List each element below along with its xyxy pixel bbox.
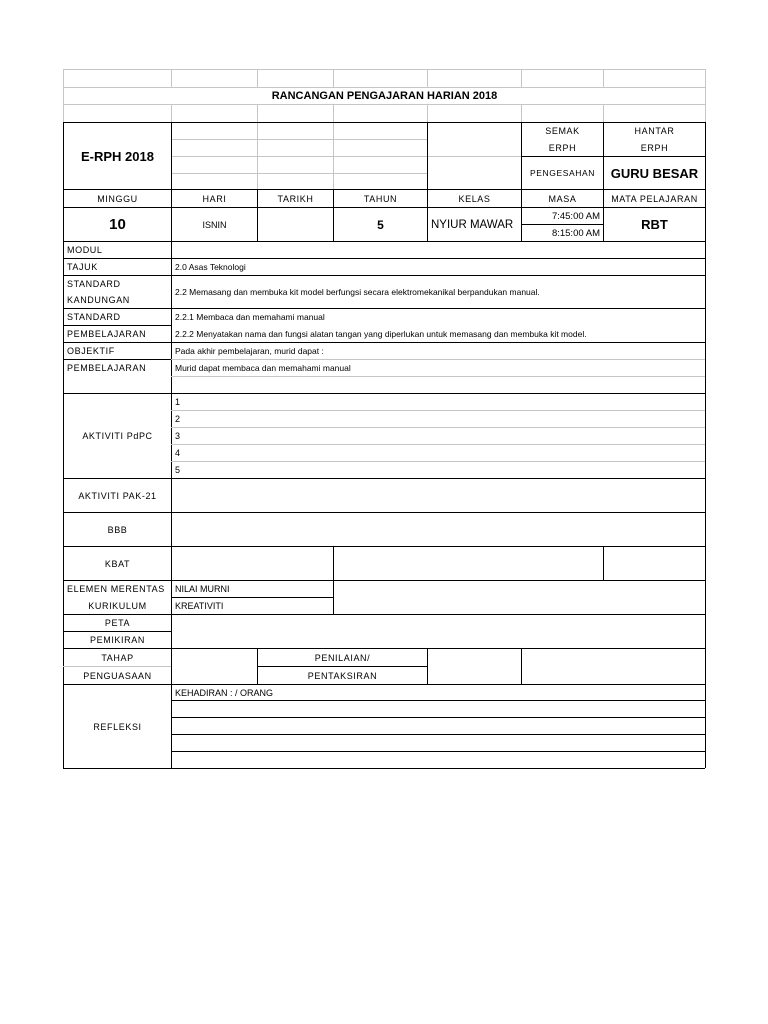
col-mata-pelajaran: MATA PELAJARAN xyxy=(611,193,698,204)
grid-line xyxy=(257,122,258,189)
grid-line xyxy=(171,139,427,140)
grid-line xyxy=(521,648,522,684)
grid-line xyxy=(333,580,334,614)
label-elemen-merentas: ELEMEN MERENTAS xyxy=(67,584,165,594)
grid-line xyxy=(705,69,706,122)
grid-line xyxy=(603,69,604,87)
grid-line xyxy=(171,69,172,87)
value-hari: ISNIN xyxy=(202,219,227,230)
value-mata-pelajaran: RBT xyxy=(641,217,668,232)
grid-line xyxy=(521,104,522,122)
content-aktiviti-1: 1 xyxy=(175,397,181,407)
grid-line xyxy=(171,734,705,735)
page-title: RANCANGAN PENGAJARAN HARIAN 2018 xyxy=(271,90,498,102)
grid-line xyxy=(705,122,706,768)
label-refleksi: REFLEKSI xyxy=(93,721,142,732)
col-tarikh: TARIKH xyxy=(277,193,314,204)
label-pentaksiran: PENTAKSIRAN xyxy=(307,670,378,681)
value-tarikh xyxy=(258,208,333,241)
col-minggu: MINGGU xyxy=(97,193,138,204)
content-modul xyxy=(172,242,705,258)
grid-line xyxy=(257,104,258,122)
grid-line xyxy=(333,122,334,189)
grid-line xyxy=(171,717,705,718)
value-masa-tamat: 8:15:00 AM xyxy=(551,227,600,239)
grid-line xyxy=(427,156,521,157)
grid-line xyxy=(63,104,705,105)
value-tahun: 5 xyxy=(377,217,384,232)
value-masa-mula: 7:45:00 AM xyxy=(551,210,600,222)
label-tahap: TAHAP xyxy=(101,652,134,663)
grid-line xyxy=(171,156,427,157)
grid-line xyxy=(333,69,334,87)
label-kurikulum: KURIKULUM xyxy=(88,601,147,611)
content-aktiviti-5: 5 xyxy=(175,465,181,475)
label-penguasaan: PENGUASAAN xyxy=(83,670,152,681)
label-objektif-2: PEMBELAJARAN xyxy=(67,363,147,373)
col-hari: HARI xyxy=(202,193,227,204)
content-objektif-intro: Pada akhir pembelajaran, murid dapat : xyxy=(175,346,324,356)
col-masa: MASA xyxy=(548,193,577,204)
label-bbb: BBB xyxy=(107,524,128,535)
semak-label: SEMAK xyxy=(545,126,580,136)
label-standard-pembelajaran-2: PEMBELAJARAN xyxy=(67,329,147,339)
content-tajuk: 2.0 Asas Teknologi xyxy=(175,262,246,272)
grid-line xyxy=(171,700,705,701)
col-tahun: TAHUN xyxy=(363,193,398,204)
value-minggu: 10 xyxy=(109,216,126,233)
col-kelas: KELAS xyxy=(458,193,491,204)
grid-line xyxy=(171,376,705,377)
pengesahan-label: PENGESAHAN xyxy=(529,168,596,178)
grid-line xyxy=(427,648,428,684)
grid-line xyxy=(333,104,334,122)
label-standard-kandungan-2: KANDUNGAN xyxy=(67,295,130,305)
label-standard-pembelajaran: STANDARD xyxy=(67,312,121,322)
grid-line xyxy=(427,122,428,189)
label-tajuk: TAJUK xyxy=(67,262,98,272)
grid-line xyxy=(171,104,172,122)
grid-line xyxy=(603,104,604,122)
erph-label: E-RPH 2018 xyxy=(81,148,154,164)
grid-line xyxy=(427,104,428,122)
grid-line xyxy=(427,69,428,87)
grid-line xyxy=(171,173,427,174)
semak-sub-label: ERPH xyxy=(548,143,577,153)
grid-line xyxy=(63,69,705,70)
label-aktiviti-pdpc: AKTIVITI PdPC xyxy=(82,431,153,441)
grid-line xyxy=(171,751,705,752)
label-aktiviti-pak21: AKTIVITI PAK-21 xyxy=(78,490,157,501)
content-standard-pembelajaran-2: 2.2.2 Menyatakan nama dan fungsi alatan tangan yang diperlukan untuk memasang dan membuka kit model. xyxy=(175,329,587,339)
content-standard-kandungan: 2.2 Memasang dan membuka kit model berfungsi secara elektromekanikal berpandukan manual. xyxy=(175,287,540,297)
grid-line xyxy=(333,546,334,580)
label-penilaian: PENILAIAN/ xyxy=(314,652,371,663)
grid-line xyxy=(257,69,258,87)
hantar-sub-label: ERPH xyxy=(640,143,669,153)
content-kehadiran: KEHADIRAN : / ORANG xyxy=(175,687,274,698)
label-peta: PETA xyxy=(104,618,131,628)
hantar-label: HANTAR xyxy=(634,126,675,136)
label-standard-kandungan: STANDARD xyxy=(67,278,121,289)
grid-line xyxy=(63,768,705,769)
grid-line xyxy=(521,69,522,87)
content-aktiviti-4: 4 xyxy=(175,448,181,458)
guru-besar-label: GURU BESAR xyxy=(610,165,699,181)
content-aktiviti-3: 3 xyxy=(175,431,181,441)
label-kbat: KBAT xyxy=(104,558,131,569)
label-pemikiran: PEMIKIRAN xyxy=(90,635,145,645)
label-objektif: OBJEKTIF xyxy=(67,346,115,356)
content-kreativiti: KREATIVITI xyxy=(175,601,224,611)
content-standard-pembelajaran-1: 2.2.1 Membaca dan memahami manual xyxy=(175,312,325,322)
label-modul: MODUL xyxy=(67,245,103,255)
content-nilai-murni: NILAI MURNI xyxy=(175,584,230,594)
grid-line xyxy=(603,546,604,580)
value-kelas: NYIUR MAWAR xyxy=(431,218,514,231)
content-objektif-1: Murid dapat membaca dan memahami manual xyxy=(175,363,351,373)
content-aktiviti-2: 2 xyxy=(175,414,181,424)
